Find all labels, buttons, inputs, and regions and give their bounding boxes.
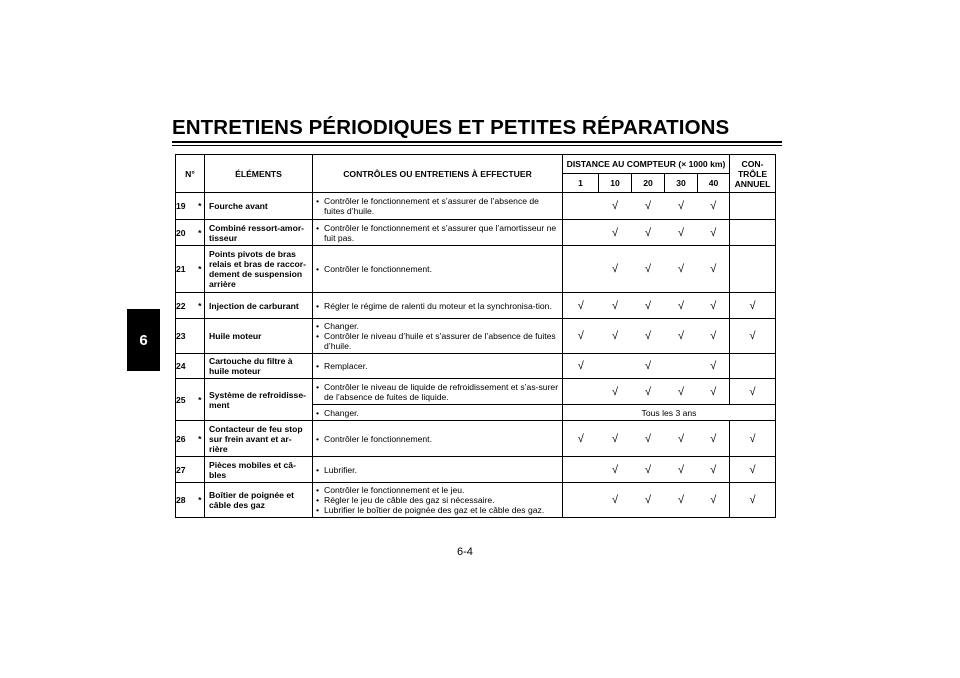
distance-check-cell: [599, 354, 632, 379]
bullet-icon: •: [316, 433, 320, 444]
page-number: 6-4: [457, 546, 473, 558]
row-number: 26: [176, 421, 196, 457]
row-item: Fourche avant: [205, 193, 313, 220]
distance-check-cell: √: [665, 457, 698, 483]
row-item: Cartouche du filtre à huile moteur: [205, 354, 313, 379]
annual-check-cell: [730, 354, 776, 379]
row-operations: • Remplacer.: [313, 354, 563, 379]
distance-check-cell: √: [599, 379, 632, 405]
bullet-icon: •: [316, 222, 320, 233]
distance-check-cell: √: [599, 193, 632, 220]
bullet-icon: •: [316, 331, 320, 341]
row-star: [196, 354, 205, 379]
annual-check-cell: [730, 246, 776, 293]
distance-check-cell: √: [698, 379, 730, 405]
row-item: Points pivots de bras relais et bras de raccor-dement de suspension arrière: [205, 246, 313, 293]
distance-check-cell: √: [698, 457, 730, 483]
header-elements: ÉLÉMENTS: [205, 155, 313, 193]
header-distance: DISTANCE AU COMPTEUR (× 1000 km): [563, 155, 730, 174]
header-distance-10: 10: [599, 174, 632, 193]
distance-check-cell: √: [698, 483, 730, 518]
row-item: Boîtier de poignée et câble des gaz: [205, 483, 313, 518]
table-row: [176, 457, 776, 483]
header-annual: CON-TRÔLE ANNUEL: [730, 155, 776, 193]
row-star: *: [196, 379, 205, 421]
bullet-icon: •: [316, 495, 320, 505]
table-row: [176, 193, 776, 220]
row-star: [196, 457, 205, 483]
header-distance-20: 20: [632, 174, 665, 193]
bullet-icon: •: [316, 321, 320, 331]
page-title: ENTRETIENS PÉRIODIQUES ET PETITES RÉPARATIONS: [172, 116, 730, 139]
distance-check-cell: √: [563, 354, 599, 379]
row-number: 25: [176, 379, 196, 421]
annual-check-cell: [730, 220, 776, 246]
header-distance-30: 30: [665, 174, 698, 193]
row-operations: • Contrôler le fonctionnement et s’assurer que l’amortisseur ne fuit pas.: [313, 220, 563, 246]
distance-check-cell: √: [632, 354, 665, 379]
annual-check-cell: √: [730, 379, 776, 405]
annual-check-cell: √: [730, 293, 776, 319]
distance-check-cell: √: [698, 319, 730, 354]
row-operations: • Contrôler le fonctionnement.: [313, 246, 563, 293]
title-rule-thin: [172, 145, 782, 146]
bullet-icon: •: [316, 464, 320, 475]
distance-check-cell: √: [599, 421, 632, 457]
distance-check-cell: √: [665, 483, 698, 518]
distance-check-cell: √: [632, 193, 665, 220]
distance-check-cell: √: [563, 421, 599, 457]
row-number: 24: [176, 354, 196, 379]
distance-check-cell: [563, 483, 599, 518]
row-operations: • Contrôler le fonctionnement et le jeu. • Régler le jeu de câble des gaz si nécessaire. • Lubrifier le boîtier de poignée des gaz et le câble des gaz.: [313, 483, 563, 518]
bullet-icon: •: [316, 264, 320, 274]
row-operations: • Contrôler le niveau de liquide de refroidissement et s’as-surer de l’absence de fuites de liquide.: [313, 379, 563, 405]
distance-check-cell: [665, 354, 698, 379]
table-row: [176, 379, 776, 405]
interval-span: Tous les 3 ans: [563, 405, 776, 421]
bullet-icon: •: [316, 381, 320, 392]
bullet-icon: •: [316, 485, 320, 495]
table-row: [176, 293, 776, 319]
header-distance-1: 1: [563, 174, 599, 193]
distance-check-cell: √: [698, 293, 730, 319]
bullet-icon: •: [316, 361, 320, 371]
annual-check-cell: √: [730, 319, 776, 354]
bullet-icon: •: [316, 300, 320, 311]
distance-check-cell: √: [698, 421, 730, 457]
distance-check-cell: √: [599, 319, 632, 354]
row-item: Pièces mobiles et câ-bles: [205, 457, 313, 483]
row-star: *: [196, 483, 205, 518]
distance-check-cell: √: [665, 246, 698, 293]
distance-check-cell: [563, 220, 599, 246]
distance-check-cell: √: [665, 193, 698, 220]
table-row: [176, 246, 776, 293]
distance-check-cell: √: [632, 421, 665, 457]
distance-check-cell: √: [632, 246, 665, 293]
header-num: N°: [176, 155, 205, 193]
distance-check-cell: √: [632, 220, 665, 246]
table-row: [176, 421, 776, 457]
distance-check-cell: √: [698, 193, 730, 220]
distance-check-cell: √: [665, 319, 698, 354]
distance-check-cell: √: [599, 457, 632, 483]
annual-check-cell: √: [730, 421, 776, 457]
row-star: [196, 319, 205, 354]
row-star: *: [196, 193, 205, 220]
table-row: [176, 354, 776, 379]
row-operations: • Contrôler le fonctionnement et s’assurer de l’absence de fuites d’huile.: [313, 193, 563, 220]
chapter-tab: 6: [127, 309, 160, 371]
maintenance-table: [175, 154, 776, 518]
row-operations: • Régler le régime de ralenti du moteur et la synchronisa-tion.: [313, 293, 563, 319]
distance-check-cell: √: [599, 246, 632, 293]
distance-check-cell: √: [599, 483, 632, 518]
distance-check-cell: [563, 457, 599, 483]
distance-check-cell: √: [599, 293, 632, 319]
row-number: 28: [176, 483, 196, 518]
table-row: [176, 483, 776, 518]
row-star: *: [196, 220, 205, 246]
distance-check-cell: √: [698, 354, 730, 379]
row-operations: • Changer. • Contrôler le niveau d’huile et s’assurer de l’absence de fuites d’huile.: [313, 319, 563, 354]
row-operations: • Contrôler le fonctionnement.: [313, 421, 563, 457]
distance-check-cell: √: [632, 483, 665, 518]
distance-check-cell: √: [632, 379, 665, 405]
row-star: *: [196, 246, 205, 293]
row-star: *: [196, 421, 205, 457]
distance-check-cell: √: [665, 293, 698, 319]
header-distance-40: 40: [698, 174, 730, 193]
distance-check-cell: √: [698, 246, 730, 293]
annual-check-cell: √: [730, 457, 776, 483]
title-rule: [172, 141, 782, 143]
table-row: [176, 220, 776, 246]
row-item: Huile moteur: [205, 319, 313, 354]
bullet-icon: •: [316, 505, 320, 515]
distance-check-cell: √: [698, 220, 730, 246]
row-number: 20: [176, 220, 196, 246]
distance-check-cell: [563, 193, 599, 220]
distance-check-cell: √: [665, 220, 698, 246]
distance-check-cell: [563, 379, 599, 405]
bullet-icon: •: [316, 407, 320, 418]
distance-check-cell: √: [632, 319, 665, 354]
distance-check-cell: [563, 246, 599, 293]
row-item: Système de refroidisse-ment: [205, 379, 313, 421]
distance-check-cell: √: [665, 421, 698, 457]
annual-check-cell: √: [730, 483, 776, 518]
distance-check-cell: √: [599, 220, 632, 246]
distance-check-cell: √: [632, 293, 665, 319]
bullet-icon: •: [316, 196, 320, 206]
row-number: 19: [176, 193, 196, 220]
annual-check-cell: [730, 193, 776, 220]
row-number: 21: [176, 246, 196, 293]
distance-check-cell: √: [563, 319, 599, 354]
row-operations: • Lubrifier.: [313, 457, 563, 483]
row-item: Combiné ressort-amor-tisseur: [205, 220, 313, 246]
row-number: 27: [176, 457, 196, 483]
distance-check-cell: √: [665, 379, 698, 405]
row-number: 23: [176, 319, 196, 354]
row-item: Contacteur de feu stop sur frein avant et ar-rière: [205, 421, 313, 457]
header-controls: CONTRÔLES OU ENTRETIENS À EFFECTUER: [313, 155, 563, 193]
table-row: [176, 319, 776, 354]
distance-check-cell: √: [632, 457, 665, 483]
distance-check-cell: √: [563, 293, 599, 319]
row-star: *: [196, 293, 205, 319]
table-body: [176, 193, 776, 518]
row-item: Injection de carburant: [205, 293, 313, 319]
row-number: 22: [176, 293, 196, 319]
row-operations: • Changer.: [313, 405, 563, 421]
